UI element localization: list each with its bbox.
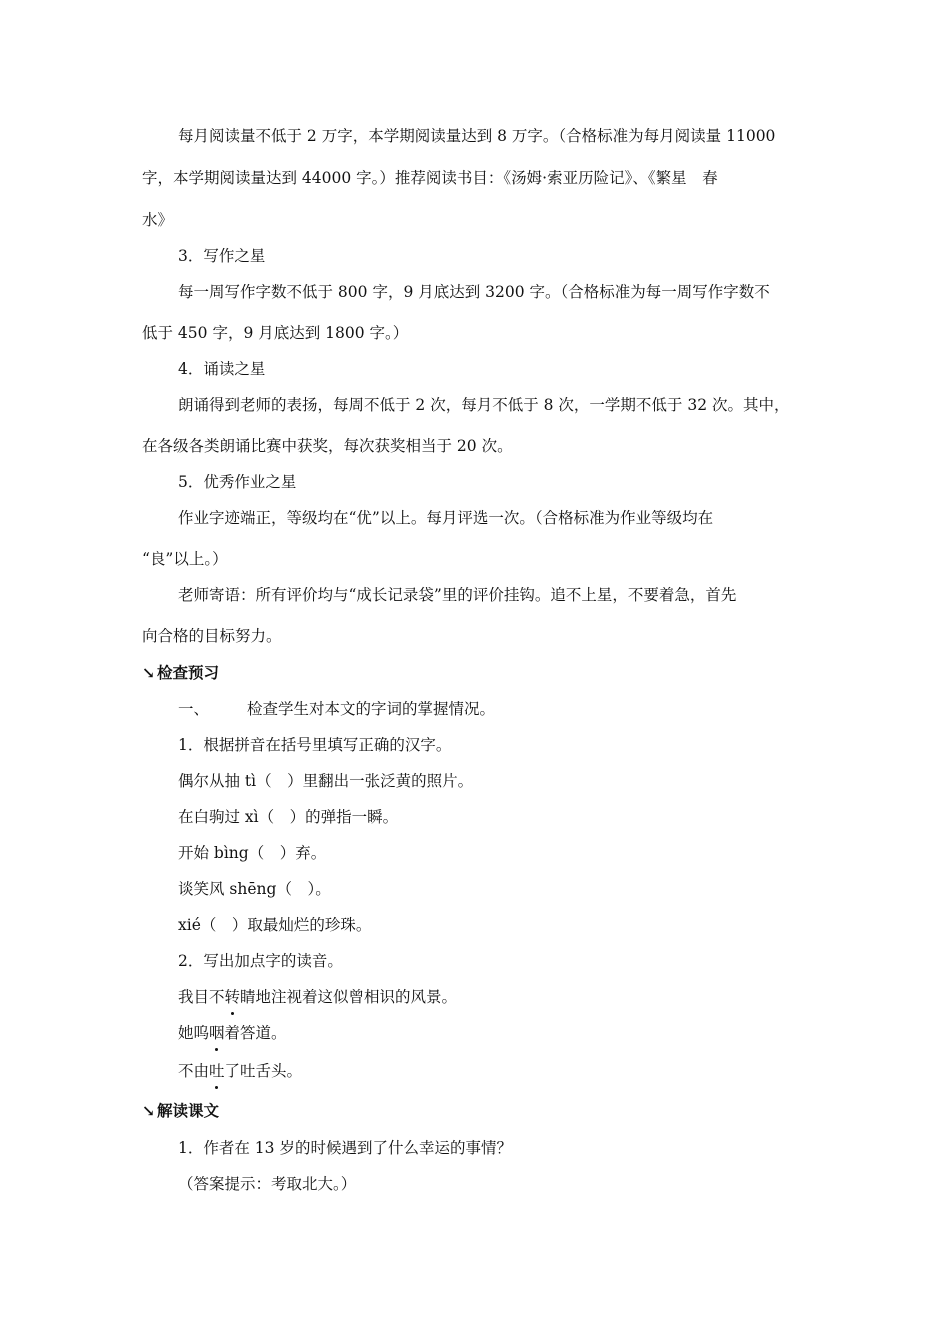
pinyin-item-3: 开始 bìng（ ）弃。	[178, 844, 327, 862]
sentence-1-before: 我目不	[178, 988, 225, 1006]
emphasis-dot-icon	[215, 1048, 218, 1051]
reading-standard-line-2: 字，本学期阅读量达到 44000 字。）推荐阅读书目：《汤姆·索亚历险记》、《繁星 春	[142, 169, 718, 187]
emphasis-dot-icon	[231, 1012, 234, 1015]
writing-star-title: 3．写作之星	[178, 247, 266, 265]
dotted-character-1-text: 转	[224, 988, 241, 1006]
homework-star-title: 5．优秀作业之星	[178, 473, 297, 491]
dotted-sentence-3	[178, 1061, 302, 1081]
dotted-character-3-text: 吐	[209, 1062, 225, 1080]
homework-standard-line-1: 作业字迹端正，等级均在“优”以上。每月评选一次。（合格标准为作业等级均在	[178, 509, 714, 527]
sentence-3-before: 不由	[178, 1062, 210, 1080]
interpret-heading-text: 解读课文	[157, 1101, 220, 1120]
sentence-1-after: 睛地注视着这似曾相识的风景。	[240, 988, 458, 1006]
pinyin-item-5: xié（ ）取最灿烂的珍珠。	[178, 916, 372, 934]
reading-standard-line-1: 每月阅读量不低于 2 万字，本学期阅读量达到 8 万字。（合格标准为每月阅读量 11000	[178, 127, 776, 145]
arrow-icon: ↘	[142, 663, 155, 682]
preview-item-1	[178, 699, 495, 719]
pinyin-item-2: 在白驹过 xì（ ）的弹指一瞬。	[178, 808, 399, 826]
question-fill-characters: 1．根据拼音在括号里填写正确的汉字。	[178, 736, 452, 754]
pinyin-item-4: 谈笑风 shēng（ ）。	[178, 880, 331, 898]
writing-standard-line-1: 每一周写作字数不低于 800 字，9 月底达到 3200 字。（合格标准为每一周写作字数不	[178, 283, 770, 301]
homework-standard-line-2: “良”以上。）	[142, 550, 228, 568]
teacher-note-line-1: 老师寄语：所有评价均与“成长记录袋”里的评价挂钩。追不上星，不要着急，首先	[178, 586, 737, 604]
sentence-3-after: 了吐舌头。	[224, 1062, 303, 1080]
emphasis-dot-icon	[215, 1086, 218, 1089]
dotted-character-3	[209, 1061, 225, 1081]
dotted-sentence-1	[178, 987, 457, 1007]
dotted-character-2-text: 咽	[209, 1024, 225, 1042]
interpret-section-heading	[142, 1101, 219, 1121]
dotted-character-1	[225, 987, 241, 1007]
question-write-pronunciation: 2．写出加点字的读音。	[178, 952, 343, 970]
preview-section-heading	[142, 663, 219, 683]
preview-item-1-text: 检查学生对本文的字词的掌握情况。	[247, 700, 496, 718]
teacher-note-line-2: 向合格的目标努力。	[142, 627, 282, 645]
preview-item-1-number: 一、	[178, 700, 210, 718]
interpret-answer-hint-1: （答案提示：考取北大。）	[178, 1175, 357, 1193]
interpret-question-1: 1．作者在 13 岁的时候遇到了什么幸运的事情？	[178, 1139, 512, 1157]
recitation-star-title: 4．诵读之星	[178, 360, 266, 378]
recitation-standard-line-1: 朗诵得到老师的表扬，每周不低于 2 次，每月不低于 8 次，一学期不低于 32 次。其中，	[178, 396, 790, 414]
sentence-2-before: 她呜	[178, 1024, 210, 1042]
sentence-2-after: 着答道。	[224, 1024, 287, 1042]
preview-heading-text: 检查预习	[157, 663, 220, 682]
reading-standard-line-3: 水》	[142, 211, 174, 229]
dotted-sentence-2	[178, 1023, 287, 1043]
dotted-character-2	[209, 1023, 225, 1043]
pinyin-item-1: 偶尔从抽 tì（ ）里翻出一张泛黄的照片。	[178, 772, 474, 790]
arrow-icon: ↘	[142, 1101, 155, 1120]
recitation-standard-line-2: 在各级各类朗诵比赛中获奖，每次获奖相当于 20 次。	[142, 437, 513, 455]
writing-standard-line-2: 低于 450 字，9 月底达到 1800 字。）	[142, 324, 409, 342]
